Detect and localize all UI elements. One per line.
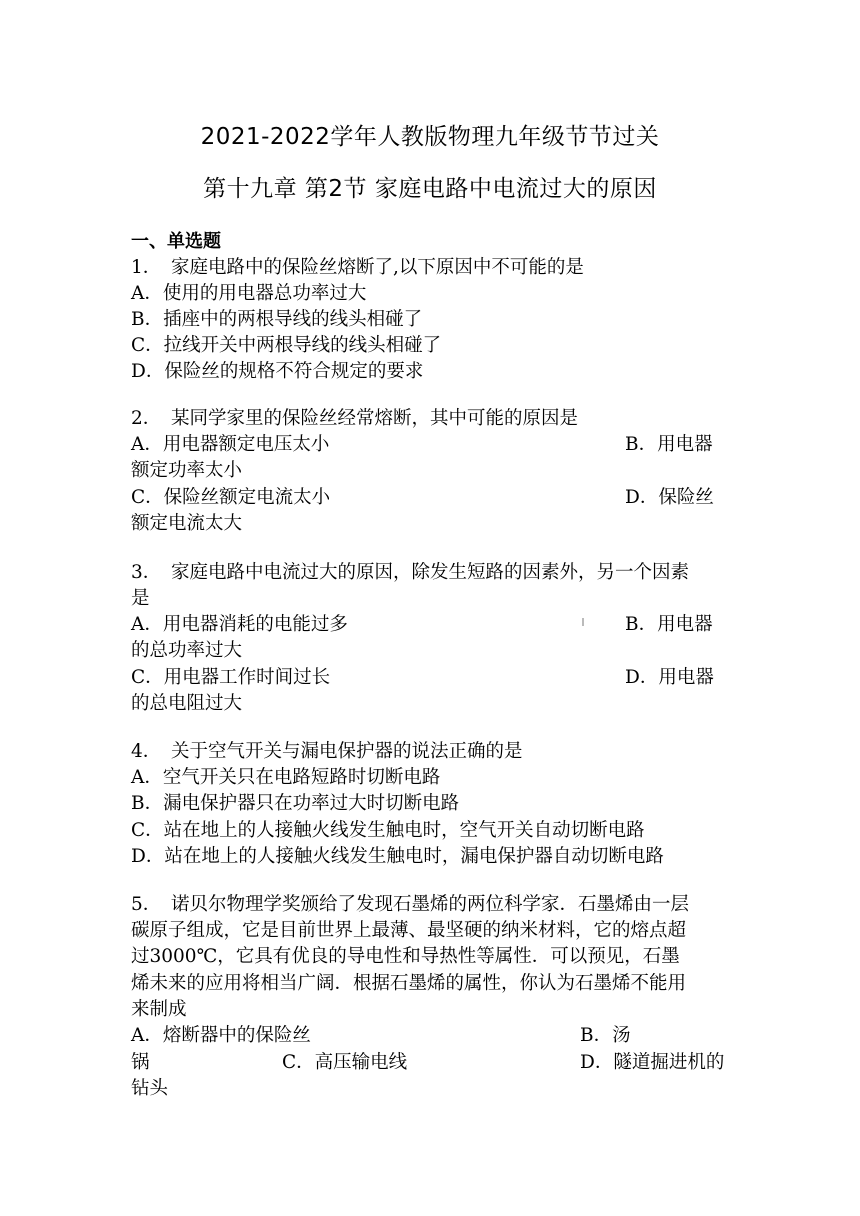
- question-1-option-d: D．保险丝的规格不符合规定的要求: [131, 361, 424, 382]
- question-5-stem-line-2: 碳原子组成，它是目前世界上最薄、最坚硬的纳米材料，它的熔点超: [131, 920, 687, 941]
- question-5-stem-line: [131, 892, 689, 918]
- question-2-option-a: A．用电器额定电压太小: [131, 434, 330, 455]
- question-stem: 某同学家里的保险丝经常熔断，其中可能的原因是: [171, 408, 579, 429]
- question-5-option-d: D．隧道掘进机的: [580, 1052, 725, 1073]
- question-5-stem-line-3: 过3000℃，它具有优良的导电性和导热性等属性．可以预见，石墨: [131, 946, 680, 967]
- question-number: 3．: [131, 562, 162, 583]
- question-5-option-c: C．高压输电线: [282, 1052, 408, 1073]
- question-3-option-c: C．用电器工作时间过长: [131, 667, 331, 688]
- question-number: 4．: [131, 741, 162, 762]
- question-3-option-b: B．用电器: [625, 614, 713, 635]
- question-1-option-a: A．使用的用电器总功率过大: [131, 283, 367, 304]
- question-4-option-a: A．空气开关只在电路短路时切断电路: [131, 767, 441, 788]
- question-number: 1．: [131, 257, 162, 278]
- question-5-option-d-cont: 钻头: [131, 1078, 169, 1099]
- question-3-stem-line: [131, 560, 689, 586]
- question-3-option-a: A．用电器消耗的电能过多: [131, 614, 348, 635]
- question-4-option-b: B．漏电保护器只在功率过大时切断电路: [131, 793, 460, 814]
- question-3-option-d-cont: 的总电阻过大: [131, 693, 243, 714]
- question-stem: 家庭电路中电流过大的原因，除发生短路的因素外，另一个因素: [171, 562, 690, 583]
- stray-mark: [582, 618, 584, 626]
- section-title: 一、单选题: [131, 231, 221, 252]
- question-stem: 诺贝尔物理学奖颁给了发现石墨烯的两位科学家．石墨烯由一层: [171, 894, 690, 915]
- question-number: 2．: [131, 408, 162, 429]
- question-2-option-c: C．保险丝额定电流太小: [131, 487, 331, 508]
- question-5-option-a: A．熔断器中的保险丝: [131, 1025, 311, 1046]
- question-3-option-d: D．用电器: [625, 667, 714, 688]
- question-1-option-b: B．插座中的两根导线的线头相碰了: [131, 309, 423, 330]
- question-4-option-d: D．站在地上的人接触火线发生触电时，漏电保护器自动切断电路: [131, 846, 664, 867]
- question-5-stem-line-4: 烯未来的应用将相当广阔．根据石墨烯的属性，你认为石墨烯不能用: [131, 973, 687, 994]
- question-1-stem-line: [131, 255, 584, 281]
- document-title: 2021-2022学年人教版物理九年级节节过关: [200, 124, 660, 150]
- question-2-option-b-cont: 额定功率太小: [131, 460, 243, 481]
- question-2-stem-line: [131, 406, 578, 432]
- question-2-option-d-cont: 额定电流太大: [131, 513, 243, 534]
- question-2-option-b: B．用电器: [625, 434, 713, 455]
- question-number: 5．: [131, 894, 162, 915]
- question-4-stem-line: [131, 739, 523, 765]
- question-2-option-d: D．保险丝: [625, 487, 714, 508]
- question-stem: 关于空气开关与漏电保护器的说法正确的是: [171, 741, 523, 762]
- question-4-option-c: C．站在地上的人接触火线发生触电时，空气开关自动切断电路: [131, 820, 645, 841]
- question-5-option-b-cont: 锅: [131, 1052, 150, 1073]
- document-subtitle: 第十九章 第2节 家庭电路中电流过大的原因: [203, 176, 657, 202]
- question-5-stem-line-5: 来制成: [131, 999, 187, 1020]
- question-1-option-c: C．拉线开关中两根导线的线头相碰了: [131, 335, 442, 356]
- question-5-option-b: B．汤: [580, 1025, 631, 1046]
- question-3-stem-cont: 是: [131, 588, 150, 609]
- question-stem: 家庭电路中的保险丝熔断了,以下原因中不可能的是: [171, 257, 584, 278]
- question-3-option-b-cont: 的总功率过大: [131, 640, 243, 661]
